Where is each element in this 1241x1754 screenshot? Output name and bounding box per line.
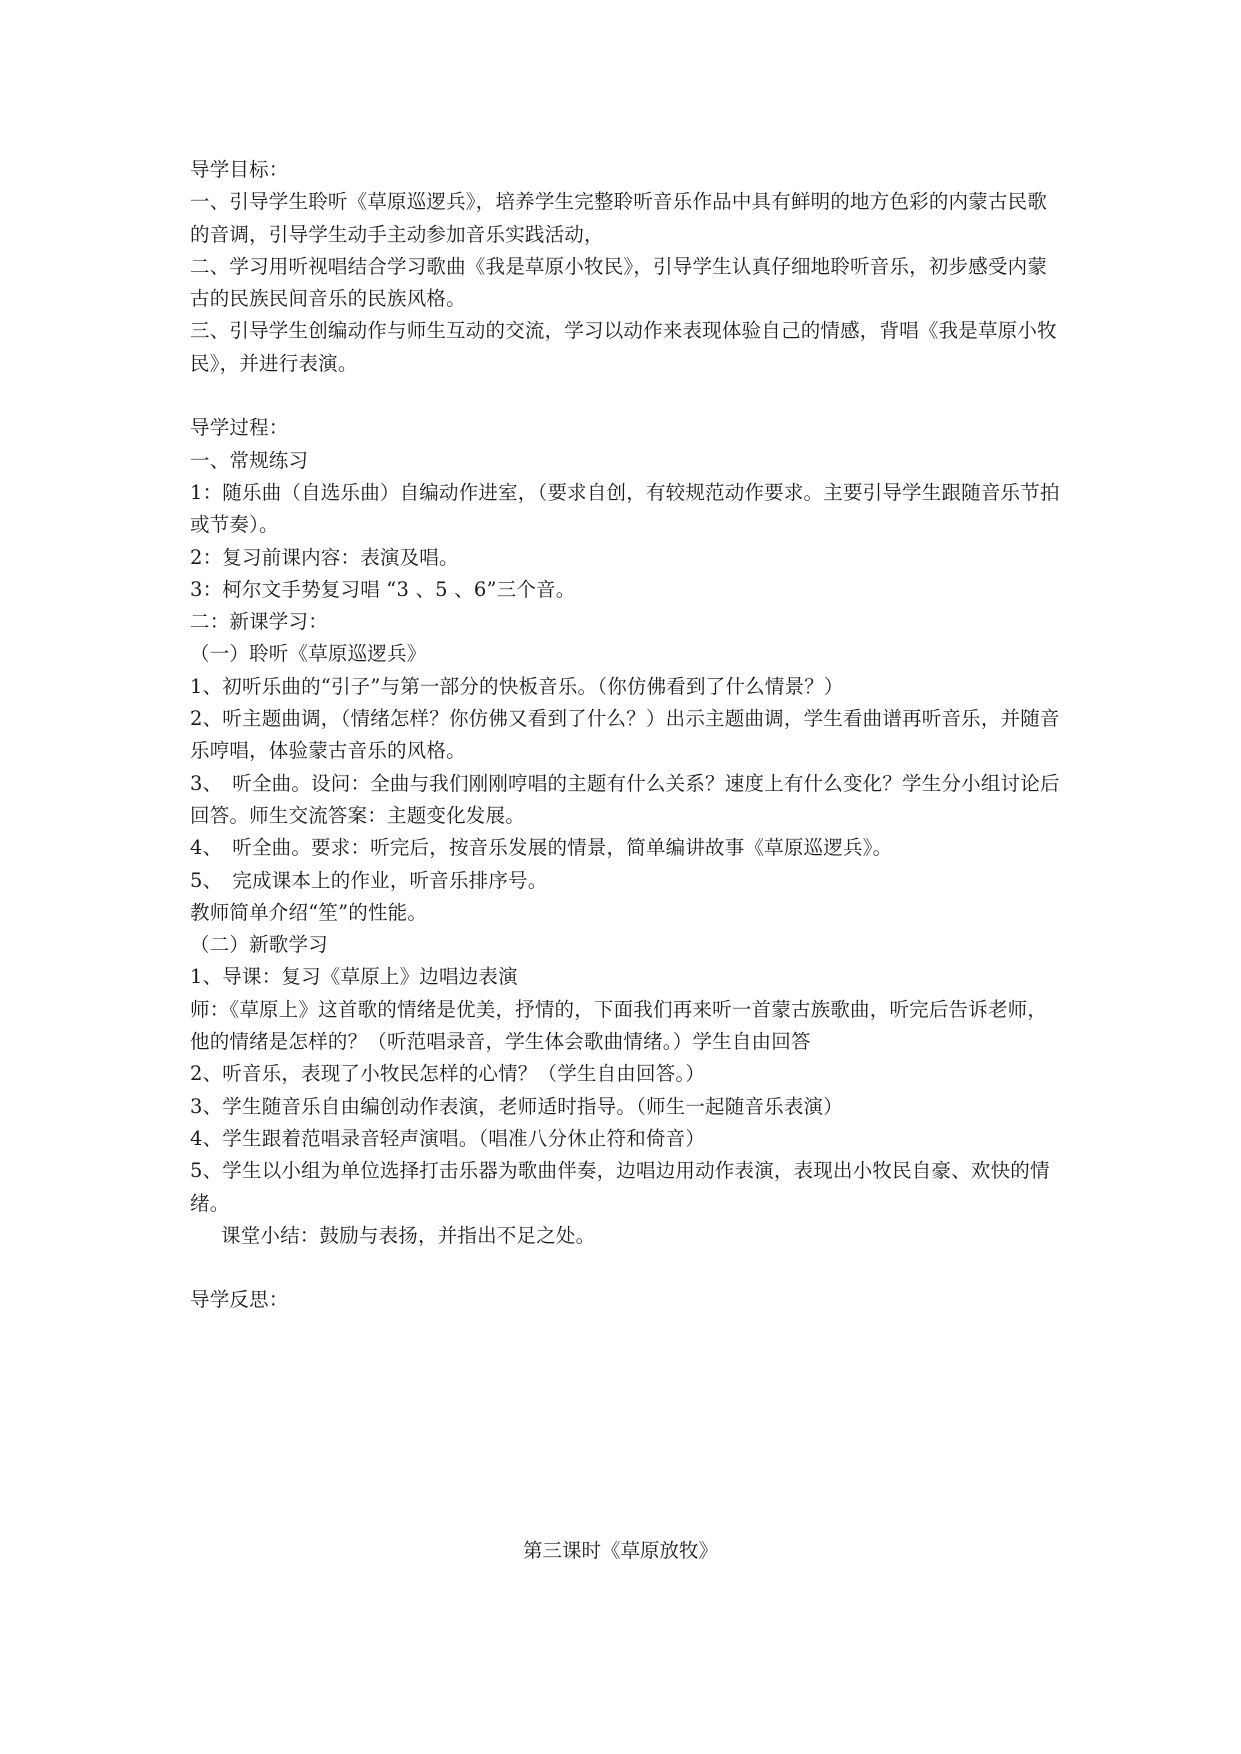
goal-item-2: 二、学习用听视唱结合学习歌曲《我是草原小牧民》，引导学生认真仔细地聆听音乐，初步感受内蒙古的民族民间音乐的民族风格。 bbox=[190, 254, 1048, 311]
process-line: 教师简单介绍“笙”的性能。 bbox=[190, 900, 428, 924]
process-line: 1、导课：复习《草原上》边唱边表演 bbox=[190, 965, 518, 989]
process-line: （二）新歌学习 bbox=[190, 933, 328, 957]
process-line: 3、 听全曲。设问：全曲与我们刚刚哼唱的主题有什么关系？速度上有什么变化？学生分小组讨论后回答。师生交流答案：主题变化发展。 bbox=[190, 771, 1060, 827]
process-line: 二：新课学习： bbox=[190, 610, 328, 634]
process-line: 3、学生随音乐自由编创动作表演，老师适时指导。（师生一起随音乐表演） bbox=[190, 1094, 843, 1118]
process-line: 5、学生以小组为单位选择打击乐器为歌曲伴奏，边唱边用动作表演，表现出小牧民自豪、欢快的情绪。 bbox=[190, 1159, 1050, 1215]
spacer bbox=[190, 1252, 1060, 1284]
process-line: 一、常规练习 bbox=[190, 448, 309, 472]
process-line: （一）聆听《草原巡逻兵》 bbox=[190, 642, 427, 666]
goals-heading: 导学目标： bbox=[190, 158, 289, 181]
goal-item-3: 三、引导学生创编动作与师生互动的交流，学习以动作来表现体验自己的情感，背唱《我是草原小牧民》，并进行表演。 bbox=[190, 319, 1057, 375]
process-line: 1、初听乐曲的“引子”与第一部分的快板音乐。（你仿佛看到了什么情景？） bbox=[190, 674, 844, 698]
process-line: 2：复习前课内容：表演及唱。 bbox=[190, 545, 459, 569]
process-line: 2、听音乐，表现了小牧民怎样的心情？（学生自由回答。） bbox=[190, 1062, 706, 1086]
class-summary: 课堂小结：鼓励与表扬，并指出不足之处。 bbox=[221, 1223, 596, 1247]
next-lesson-title: 第三课时《草原放牧》 bbox=[522, 1539, 718, 1562]
spacer bbox=[190, 380, 1060, 412]
reflection-heading: 导学反思： bbox=[190, 1288, 289, 1312]
process-line: 2、听主题曲调，（情绪怎样？你仿佛又看到了什么？）出示主题曲调，学生看曲谱再听音乐，并随音乐哼唱，体验蒙古音乐的风格。 bbox=[190, 707, 1060, 763]
process-heading: 导学过程： bbox=[190, 416, 289, 440]
process-line: 3：柯尔文手势复习唱 “3 、5 、6”三个音。 bbox=[190, 577, 576, 601]
process-line: 4、学生跟着范唱录音轻声演唱。（唱准八分休止符和倚音） bbox=[190, 1126, 706, 1150]
goal-item-1: 一、引导学生聆听《草原巡逻兵》，培养学生完整聆听音乐作品中具有鲜明的地方色彩的内蒙古民歌的音调，引导学生动手主动参加音乐实践活动， bbox=[190, 190, 1048, 246]
process-line: 4、 听全曲。要求：听完后，按音乐发展的情景，简单编讲故事《草原巡逻兵》。 bbox=[190, 836, 893, 860]
process-line: 师：《草原上》这首歌的情绪是优美，抒情的，下面我们再来听一首蒙古族歌曲，听完后告诉老师，他的情绪是怎样的？（听范唱录音，学生体会歌曲情绪。）学生自由回答 bbox=[190, 997, 1048, 1054]
process-line: 1：随乐曲（自选乐曲）自编动作进室，（要求自创，有较规范动作要求。主要引导学生跟随音乐节拍或节奏）。 bbox=[190, 480, 1060, 537]
lesson-plan-body bbox=[190, 154, 1060, 1317]
process-line: 5、 完成课本上的作业，听音乐排序号。 bbox=[190, 868, 548, 892]
